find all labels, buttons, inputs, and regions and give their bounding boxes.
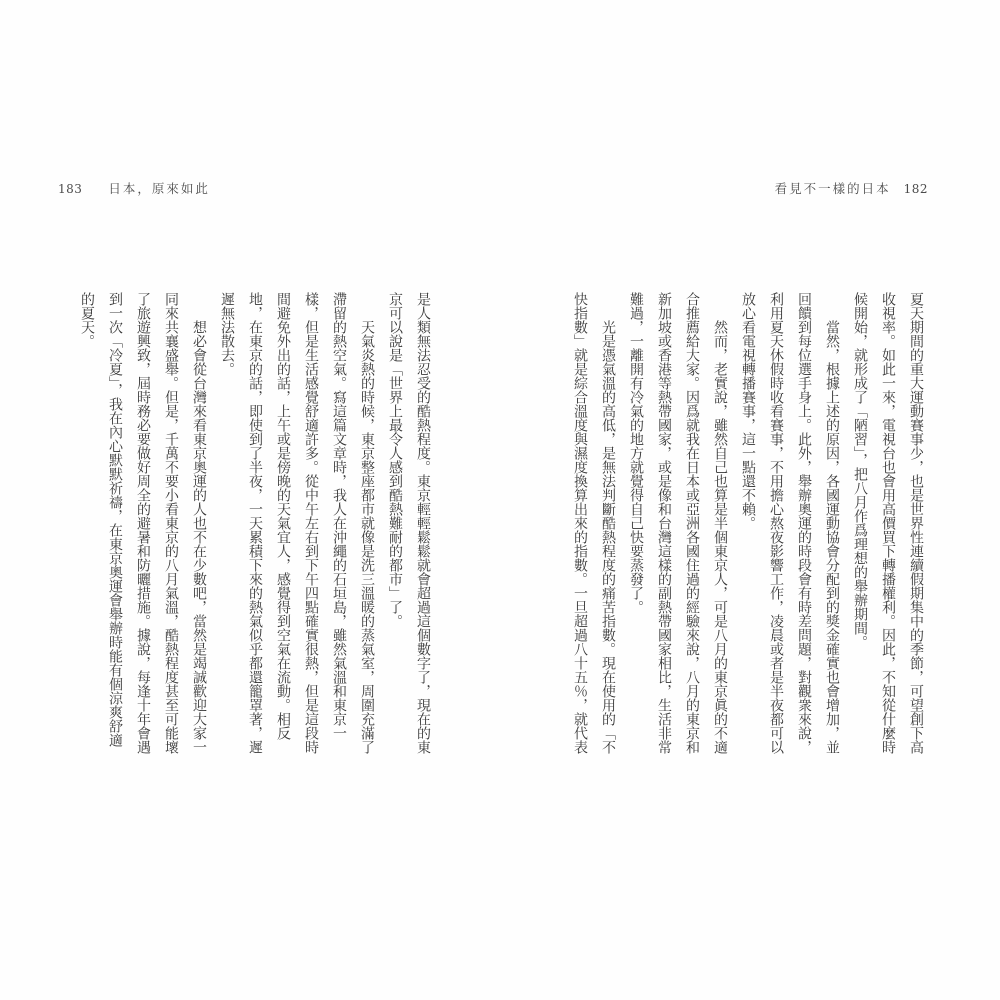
paragraph: 天氣炎熱的時候，東京整座都市就像是洗三溫暖的蒸氣室，周圍充滿了滯留的熱空氣。寫這篇文章時，我人在沖繩的石垣島，雖然氣溫和東京一樣，但是生活感覺舒適許多。從中午左右到下午四點確實很熱，但是這段時間避免外出的話，上午或是傍晚的天氣宜人，感覺得到空氣在流動。相反地，在東京的話，即使到了半夜，一天累積下來的熱氣似乎都還籠罩著，遲遲無法散去。 — [219, 292, 375, 754]
paragraph: 想必會從台灣來看東京奧運的人也不在少數吧，當然是竭誠歡迎大家一同來共襄盛舉。但是，千萬不要小看東京的八月氣溫，酷熱程度甚至可能壞了旅遊興致，屆時務必要做好周全的避暑和防曬措施。據說，每逢十年會遇到一次「冷夏」，我在內心默默祈禱，在東京奧運會舉辦時能有個涼爽舒適的夏天。 — [79, 292, 207, 754]
paragraph: 光是憑氣溫的高低，是無法判斷酷熱程度的痛苦指數。現在使用的「不快指數」就是綜合溫度與濕度換算出來的指數。一旦超過八十五％，就代表 — [572, 292, 616, 754]
left-page-number: 183 — [58, 182, 83, 196]
right-page-header — [775, 179, 928, 197]
paragraph: 當然，根據上述的原因，各國運動協會分配到的獎金確實也會增加，並回饋到每位選手身上。此外，舉辦奧運的時段會有時差問題，對觀衆來說，利用夏天休假時收看賽事，不用擔心熬夜影響工作，凌晨或者是半夜都可以放心看電視轉播賽事，這一點還不賴。 — [740, 292, 840, 754]
paragraph: 是人類無法忍受的酷熱程度。東京輕輕鬆鬆就會超過這個數字了，現在的東京可以說是「世界上最令人感到酷熱難耐的都市」了。 — [387, 292, 431, 754]
right-page-number: 182 — [903, 182, 928, 196]
paragraph: 然而，老實說，雖然自己也算是半個東京人，可是八月的東京眞的不適合推薦給大家。因爲就我在日本或亞洲各國住過的經驗來說，八月的東京和新加坡或香港等熱帶國家，或是像和台灣這樣的副熱帶國家相比，生活非常難過，一離開有冷氣的地方就覺得自己快要蒸發了。 — [628, 292, 728, 754]
left-page-body — [73, 292, 437, 754]
left-page-header — [58, 179, 210, 197]
paragraph: 夏天期間的重大運動賽事少，也是世界性連續假期集中的季節，可望創下高收視率。如此一來，電視台也會用高價買下轉播權利。因此，不知從什麼時候開始，就形成了「陋習」，把八月作爲理想的舉辦期間。 — [852, 292, 924, 754]
right-page-body — [566, 292, 930, 754]
right-running-head: 看見不一樣的日本 — [774, 181, 891, 196]
left-running-head: 日本，原來如此 — [108, 181, 210, 196]
